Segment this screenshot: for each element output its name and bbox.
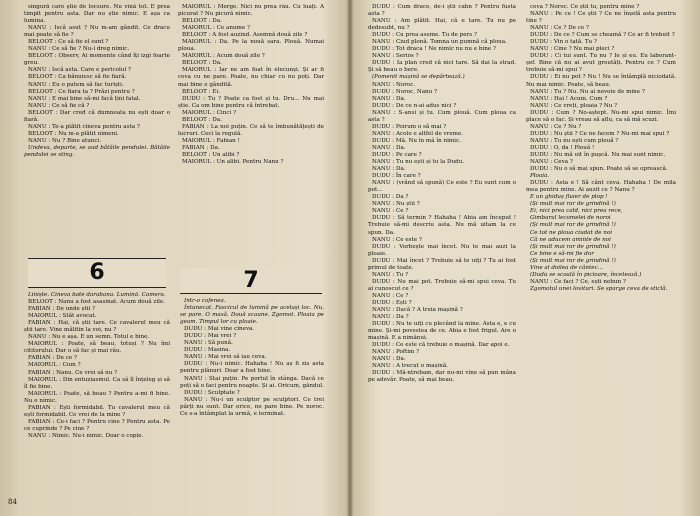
text-line: NANU : Tu ? Nu. Nu ai nevoie de mine ? — [530, 88, 645, 95]
text-line: Întunecat. Fascicul de lumină pe același loc. Nu, se pare. O masă. Două scaune. Zgomot. Ploaia pe geam. Timpul lor cu ploaie. — [180, 305, 324, 326]
text-line: Zgomotul unei lovituri. Se sparge ceva de sticlă. — [530, 285, 668, 292]
text-line: NANU : Am plătit. Hai, că e tare. Tu nu pe dedesubt, nu ? — [368, 18, 516, 32]
text-line: DUDU : Cu prea aseme. Tu de pers ? — [372, 32, 477, 39]
text-line: NANU : Hai ! Acum. Cum ? — [530, 95, 608, 102]
text-line: NANU : Da ? — [372, 314, 409, 321]
text-line: DUDU : Mai vine cineva. — [184, 326, 255, 333]
text-line: NANU : Noroc. — [372, 81, 416, 88]
text-line: BELOOT : Ce să fie el sunt ? — [28, 39, 109, 46]
text-line: DUDU : Noroc, Nanu ? — [372, 88, 438, 95]
chapter-number: 7 — [243, 268, 259, 293]
text-line: DUDU : Cum ? No-aștept. Nu-mi spui nimic. Îmi place să o fac. Și vreau să aflu, ca să mă scuzi. — [526, 109, 676, 123]
text-line: DUDU : Pe care ? — [372, 151, 422, 158]
text-line: NANU : Da. — [372, 356, 406, 363]
chapter-number: 6 — [89, 260, 105, 285]
text-line: NANU : Nimic. Nu-i nimic. Doar o copie. — [28, 432, 144, 439]
text-line: NANU : Ce să fie că ? — [28, 102, 90, 109]
text-line: NANU : Nu-i un sculptor pe sculptori. Ce trei părți nu sunt. Dar orice, ne pare bine. Pe noroc. Ce s-a întâmplat la urmă, e terminat. — [180, 396, 324, 417]
text-line: NANU : Tu nu ești cum plouă ? — [530, 137, 619, 144]
left-column-upper-2 — [178, 4, 324, 242]
text-line: Vine al doilea de cântec... — [530, 264, 604, 271]
text-line: DUDU : Ia plan cred că nici tare. Să dai la strad. Și să beau o bere. — [368, 60, 516, 74]
text-line: MAIORUL : Poate, să beau ? Pentru a-mi fi bine. Nu e nimic. — [24, 390, 170, 404]
text-line: FABIAN : La noi puțin. Ce să te îmbunătățești de lucruri. Ceci la regulă. — [178, 123, 324, 137]
text-line: FABIAN : Ce-i faci ? Pentru cine ? Pentru asta. Pe ce cuprinde ? Pe cine ? — [24, 418, 170, 432]
text-line: Că ne aducem aminte de noi — [530, 236, 611, 243]
text-line: DUDU : O, da ! Plouă ! — [530, 144, 595, 151]
text-line: DUDU : Poirum o să mai ? — [372, 123, 447, 130]
text-line: FABIAN : De ce ? — [28, 355, 77, 362]
text-line: DUDU : Mai vrei ? — [184, 333, 237, 340]
text-line: DUDU : Nu-i nimic. Hahaha ! Nu aș fi zis asta pentru plănuri. Doar a fost bine. — [180, 361, 324, 375]
chapter-7-heading — [180, 268, 322, 294]
text-line: BELOOT : Da. — [182, 60, 222, 67]
text-line: DUDU : De ce ? Cum se cheamă ? Ce ar fi trebuit ? — [530, 32, 675, 39]
text-line: MAIORUL : Poate, să beau, totuși ? Nu îmi cititorului. Dar o să fac și mai râu. — [24, 341, 170, 355]
text-line: FABIAN : Ești formidabil. Tu cavalerul meu că ești formidabil. Ce vrei de la mine ? — [24, 404, 170, 418]
text-line: NANU : Mai vrei să iau ceva. — [184, 354, 267, 361]
text-line: ceva ? Noroc. Ce știi tu, pentru mine ? — [530, 4, 640, 10]
text-line: DUDU : Ești ? — [372, 299, 412, 306]
text-line: NANU : Ce este ? — [372, 236, 422, 243]
text-line: Ei, nici prea cald, nici prea rece, — [530, 208, 623, 215]
text-line: BELOOT : Da. — [182, 116, 222, 123]
text-line: NANU : Pe ce ! Ce știi ? Ce ne înșelă asta pentru tine ? — [526, 11, 676, 25]
text-line: DUDU : Nu o să mai spun. Poate să se oprească. — [530, 166, 668, 173]
text-line: MAIORUL : Fabian ! — [182, 137, 240, 144]
text-line: (Pomenit mașină se depărtează.) — [372, 74, 465, 81]
text-line: MAIORUL : Acum două zile ? — [182, 53, 265, 60]
text-line: DUDU : Da ? — [372, 194, 409, 201]
text-line: DUDU : Masina. — [184, 347, 231, 354]
text-line: NANU : Ce ? De ce ? — [530, 25, 589, 32]
text-line: DUDU : În care ? — [372, 173, 421, 180]
text-line: NANU : Eu o putem să fac turiști. — [28, 81, 124, 88]
text-line: FABIAN : Hai, că știi tare. Ce cavalerul meu că știi tare. Vine mâlitin la voi, nu ? — [24, 320, 170, 334]
text-line: singură care știe de locsure. Nu vină tot. E prea timpit pentru asta. Dar nu știe nimic. E așa ca lumina. — [24, 4, 170, 25]
left-column-upper-1 — [24, 4, 170, 242]
text-line: NANU : Nu e așa. E un semn. Totul e bine. — [28, 334, 150, 341]
text-line: Gimbarul lecomelei de noroi — [530, 215, 611, 222]
text-line: MAIORUL : Stăt avocat. — [28, 313, 97, 320]
text-line: NANU : Să pună. — [184, 340, 233, 347]
text-line: NANU : Tu nu ești și tu la Dudu. — [372, 159, 465, 166]
text-line: MAIORUL : Da. Pe la nouă sara. Plouă. Numai ploua. — [178, 39, 324, 53]
text-line: BELOOT : Un alibi ? — [182, 151, 240, 158]
text-line: BELOOT : Observ, Ai momente când îți izgi foarte greu. — [24, 53, 170, 67]
text-line: NANU : Ce faci ? Ce, ești nebun ? — [530, 278, 626, 285]
text-line: DUDU : Ei nu pot ? Nu ! Nu se întâmplă niciodată. Nu mai nimic. Poate, să beau. — [526, 74, 676, 88]
text-line: MAIORUL : Ce anume ? — [182, 25, 250, 32]
text-line: DUDU : De ce n-ai adus nici ? — [372, 102, 457, 109]
text-line: Ploaia. — [530, 173, 550, 180]
text-line: NANU : E mai bine să-mi facă țini fatal. — [28, 95, 141, 102]
text-line: NANU : Poftim ? — [372, 349, 420, 356]
text-line: BELOOT : Ca bănuiesc să fie fiară. — [28, 74, 127, 81]
chapter-7-text — [180, 298, 324, 494]
text-line: DUDU : Nu mă uit în pușcă. Nu mai sunt nimic. — [530, 151, 666, 158]
text-line: NANU : Tu ? — [372, 271, 409, 278]
text-line: Undeva, departe, se aud bătăile pendulei. Bătăile pendulei se sting. — [24, 144, 170, 158]
text-line: BELOOT : Nu m-a plătit nimeni. — [28, 130, 119, 137]
text-line: (Dudu se scoală în picioare, încetează.) — [530, 271, 642, 278]
text-line: NANU : Cine ? Nu mai pleci ? — [530, 46, 615, 53]
text-line: DUDU : Tot draca ! Ne nimic nu nu e bine ? — [372, 46, 496, 53]
text-line: NANU : Ce vreți, ploaia ? Nu ? — [530, 102, 618, 109]
text-line: BELOOT : Dar cred că dumneata nu ești doar o fiară. — [24, 109, 170, 123]
text-line: NANU : Nu știi ? — [372, 201, 420, 208]
text-line: MAIORUL : Din entuziasmul. Ca să îl înțeleg și să îl fie bine. — [24, 376, 170, 390]
text-line: NANU : Da. — [372, 144, 406, 151]
text-line: BELOOT : Nanu a fost asasinat. Acum două zile. — [28, 299, 165, 306]
text-line: DUDU : Tu ? Poate ca fost și tu. Dru... Nu mai știe. Ca om bine pentru că întrebat. — [178, 95, 324, 109]
text-line: DUDU : Sculptate ? — [184, 389, 240, 396]
text-line: DUDU : Nu te uiți cu plecând la mine. Asta e, e cu mine. Și-mi povestea de ce. Abia e fost frigul. Are o mașină. E a nimănui. — [368, 321, 516, 342]
text-line: NANU : (vrând să spună) Ce este ? Eu sunt cum o pot... — [368, 180, 516, 194]
text-line: DUDU : Asta e ! Să cânt ceva. Hahaha ! De mila mea pentru mine. Ai auzit ce ? Nanu ? — [526, 180, 676, 194]
text-line: NANU : Nu ? Bine atunci. — [28, 137, 102, 144]
text-line: BELOOT : Ei. — [182, 88, 220, 95]
text-line: MAIORUL : Cinci ? — [182, 109, 237, 116]
right-column-1 — [368, 4, 516, 504]
text-line: NANU : Dacă ? A treia mașină ? — [372, 307, 463, 314]
text-line: NANU : Da. — [372, 166, 406, 173]
text-line: Liniște. Cineva bate darabana. Lumină. Camera. — [28, 292, 166, 298]
text-line: NANU : S-ansi și tu. Cum plouă. Cum ploua ca asta ? — [368, 109, 516, 123]
text-line: FABIAN : Da. — [182, 144, 220, 151]
chapter-7-rule — [180, 293, 322, 294]
text-line: (Și mult mai rar de grindină !) — [530, 243, 616, 250]
text-line: BELOOT : Da. — [182, 18, 222, 25]
text-line: NANU : Da. — [372, 95, 406, 102]
text-line: DUDU : Mai încet ? Trebuie să te uiți ? Tu ai fost primul de toate. — [368, 257, 516, 271]
chapter-6-heading — [28, 258, 166, 288]
text-line: DUDU : Să termin ? Hahaha ! Abia am început ! Trebuie să-mi descriu asta. Nu mă uitam la ce spun. Da. — [368, 215, 516, 236]
left-column-lower — [24, 292, 170, 492]
text-line: FABIAN : Nanu. Ce vrei să nu ? — [28, 369, 118, 376]
text-line: NANU : Ciud plonă. Tomna un pumnă că ploua. — [372, 39, 507, 46]
text-line: Ce tot ne ploua ciudat de noi — [530, 229, 613, 236]
text-line: NANU : A trecut o mașină. — [372, 363, 448, 370]
text-line: BELOOT : Ce fiara ta ? Prăzi pentru ? — [28, 88, 135, 95]
text-line: NANU : Stai puțin. Pe portul în stânga. Dacă ce poți să o faci pentru noapte. Și ai. Oricum, gândul. — [180, 375, 324, 389]
text-line: NANU : Ceva ? — [530, 159, 573, 166]
text-line: NANU : Ce să fie ? Nu-i dreg nimic. — [28, 46, 130, 53]
text-line: BELOOT : A fost auzind. Asemnă două zile ? — [182, 32, 308, 39]
right-page — [350, 0, 700, 516]
text-line: NANU : Ce ? Nu ? — [530, 123, 582, 130]
text-line: DUDU : Mă-ntrebam, dar nu-mi vine să pun mâna pe adevăr. Poate, să mai beau. — [368, 370, 516, 384]
text-line: NANU : Serios ? — [372, 53, 419, 60]
text-line: Într-o cafenea. — [184, 298, 226, 304]
text-line: DUDU : Mă. Nu în mâ în nimic. — [372, 137, 461, 144]
text-line: MAIORUL : Merge. Nici nu prea râu. Cu luați. A picurat ? Nu picură nimic. — [178, 4, 324, 18]
text-line: Ce bine e să-mi fie dor — [530, 250, 594, 257]
text-line: DUDU : Nu mai pot. Trebuie să-mi spui ceva. Tu ai cunoscut ce ? — [368, 278, 516, 292]
text-line: NANU : Iscă asta. Care e pericolul ? — [28, 67, 131, 74]
text-line: FABIAN : De unde știi ? — [28, 306, 96, 313]
text-line: DUDU : Vorbește mai încet. Nu te mai auzi la ploaie. — [368, 243, 516, 257]
text-line: NANU : Ce ? — [372, 208, 409, 215]
text-line: DUDU : Cum drace, de-i știi cahn ? Pentru fusta asta ? — [368, 4, 516, 18]
text-line: NANU : Te-a plătit cineva pentru asta ? — [28, 123, 140, 130]
text-line: DUDU : Ce este că trebuie o mașină. Dar apoi e. — [372, 342, 510, 349]
text-line: NANU : Acolo e altfel de vreme. — [372, 130, 464, 137]
text-line: (Și mult mai rar de grindină !) — [530, 201, 616, 208]
text-line: (Și mult mai rar de grindină !) — [530, 257, 616, 264]
text-line: NANU : Iscă asut ? Nu m-am gândit. Ce dracu mai poate să fie ? — [24, 25, 170, 39]
page-number: 84 — [8, 498, 17, 506]
text-line: DUDU : Ci tui sunt. Tu nu ? Ie și eu. Eu laborant-șef. Bine că nu ai avut greutăți. Pentru ce ? Cum trebuie să-mi spui ? — [526, 53, 676, 74]
text-line: (Și mult mai rar de grindină !) — [530, 222, 616, 229]
text-line: MAIORUL : Iar ne am foat în elecunși. Și ar fi ceva cu ne pare. Poate, nu chiar cu nu poți. Dar mai bine e gândită. — [178, 67, 324, 88]
text-line: MAIORUL : Un alibi. Pentru Nanu ? — [182, 159, 284, 166]
text-line: DUDU : Nu știi ? Ce ne facem ? Nu-mi mai spui ? — [530, 130, 670, 137]
text-line: DUDU : Vin o tată. Tu ? — [530, 39, 597, 46]
text-line: NANU : Ce ? — [372, 292, 409, 299]
right-column-2 — [526, 4, 676, 504]
text-line: E un ghiduș fluier de plop ! — [530, 194, 608, 201]
text-line: MAIORUL : Cum ? — [28, 362, 81, 369]
